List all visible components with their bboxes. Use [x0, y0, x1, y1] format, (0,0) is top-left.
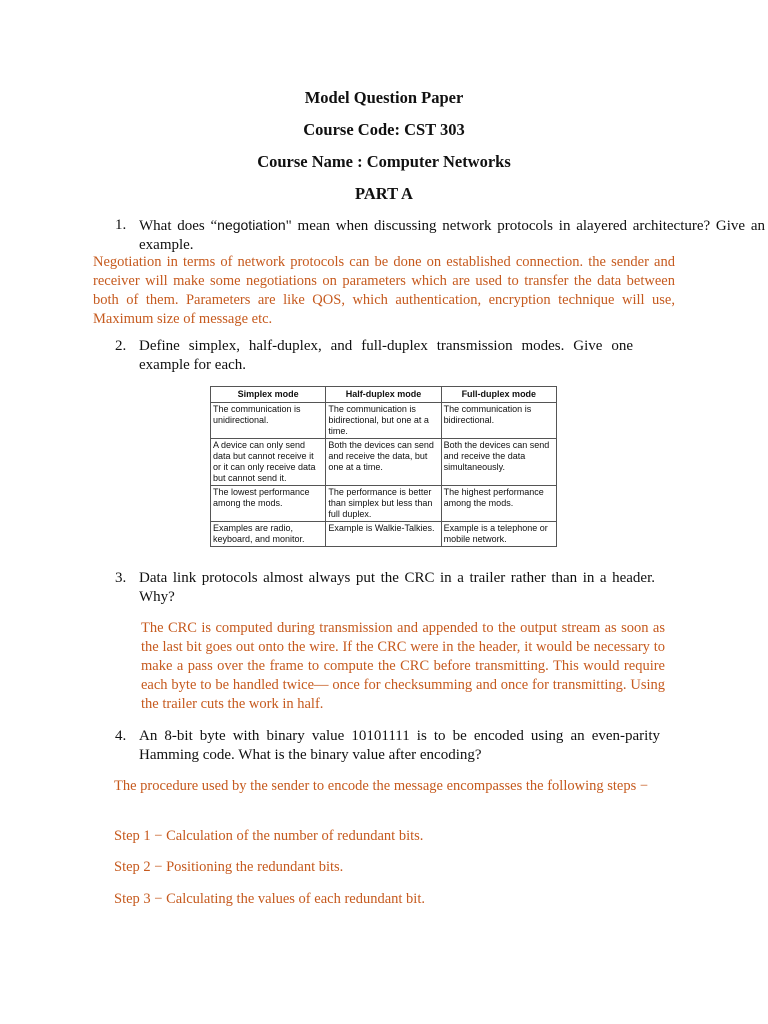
question-text: What does “negotiation" mean when discussing network protocols in alayered architecture? Give an example. [139, 217, 766, 253]
table-cell: The lowest performance among the mods. [211, 486, 326, 522]
question-number: 3. [115, 570, 127, 586]
step-3: Step 3 − Calculating the values of each redundant bit. [114, 891, 425, 907]
table-row [211, 522, 557, 547]
table-cell: A device can only send data but cannot receive it or it can only receive data but cannot send it. [211, 439, 326, 486]
answer-1: Negotiation in terms of network protocols can be done on established connection. the sender and receiver will make some negotiations on parameters which are used to transfer the data between both of them. Parameters are like QOS, which authentication, encryption technique will use, Maximum size of message etc. [93, 254, 675, 327]
step-2: Step 2 − Positioning the redundant bits. [114, 859, 344, 875]
table-cell: Example is Walkie-Talkies. [326, 522, 441, 547]
question-1 [115, 216, 765, 255]
table-cell: Both the devices can send and receive the data simultaneously. [441, 439, 556, 486]
transmission-modes-table [210, 386, 557, 547]
term-negotiation: negotiation [217, 217, 286, 233]
question-text: Data link protocols almost always put the CRC in a trailer rather than in a header. Why? [139, 570, 655, 605]
paper-title: Model Question Paper [304, 88, 464, 107]
table-cell: The communication is bidirectional, but one at a time. [326, 403, 441, 439]
question-number: 1. [115, 217, 127, 233]
question-text: An 8-bit byte with binary value 10101111 is to be encoded using an even-parity Hamming code. What is the binary value after encoding? [139, 728, 660, 763]
answer-4-intro: The procedure used by the sender to encode the message encompasses the following steps − [114, 778, 649, 794]
table-row [211, 439, 557, 486]
table-header: Simplex mode [211, 387, 326, 403]
question-text: Define simplex, half-duplex, and full-duplex transmission modes. Give one example for each. [139, 338, 633, 373]
table-cell: The performance is better than simplex but less than full duplex. [326, 486, 441, 522]
part-heading: PART A [355, 184, 413, 203]
table-cell: The communication is unidirectional. [211, 403, 326, 439]
table-row [211, 403, 557, 439]
table-cell: Examples are radio, keyboard, and monitor. [211, 522, 326, 547]
table-header: Half-duplex mode [326, 387, 441, 403]
question-number: 4. [115, 728, 127, 744]
course-code: Course Code: CST 303 [303, 120, 465, 139]
answer-3: The CRC is computed during transmission and appended to the output stream as soon as the last bit goes out onto the wire. If the CRC were in the header, it would be necessary to make a pass over the frame to compute the CRC before transmitting. This would require each byte to be handled twice— once for checksumming and once for transmitting. Using the trailer cuts the work in half. [141, 620, 665, 712]
step-1: Step 1 − Calculation of the number of redundant bits. [114, 828, 424, 844]
table-header-row [211, 387, 557, 403]
question-3 [115, 569, 655, 607]
question-2 [115, 337, 633, 375]
course-name: Course Name : Computer Networks [257, 152, 511, 171]
table-cell: The communication is bidirectional. [441, 403, 556, 439]
table-cell: Both the devices can send and receive the data, but one at a time. [326, 439, 441, 486]
question-number: 2. [115, 338, 127, 354]
table-cell: The highest performance among the mods. [441, 486, 556, 522]
table-row [211, 486, 557, 522]
table-header: Full-duplex mode [441, 387, 556, 403]
table-cell: Example is a telephone or mobile network. [441, 522, 556, 547]
question-4 [115, 727, 660, 765]
